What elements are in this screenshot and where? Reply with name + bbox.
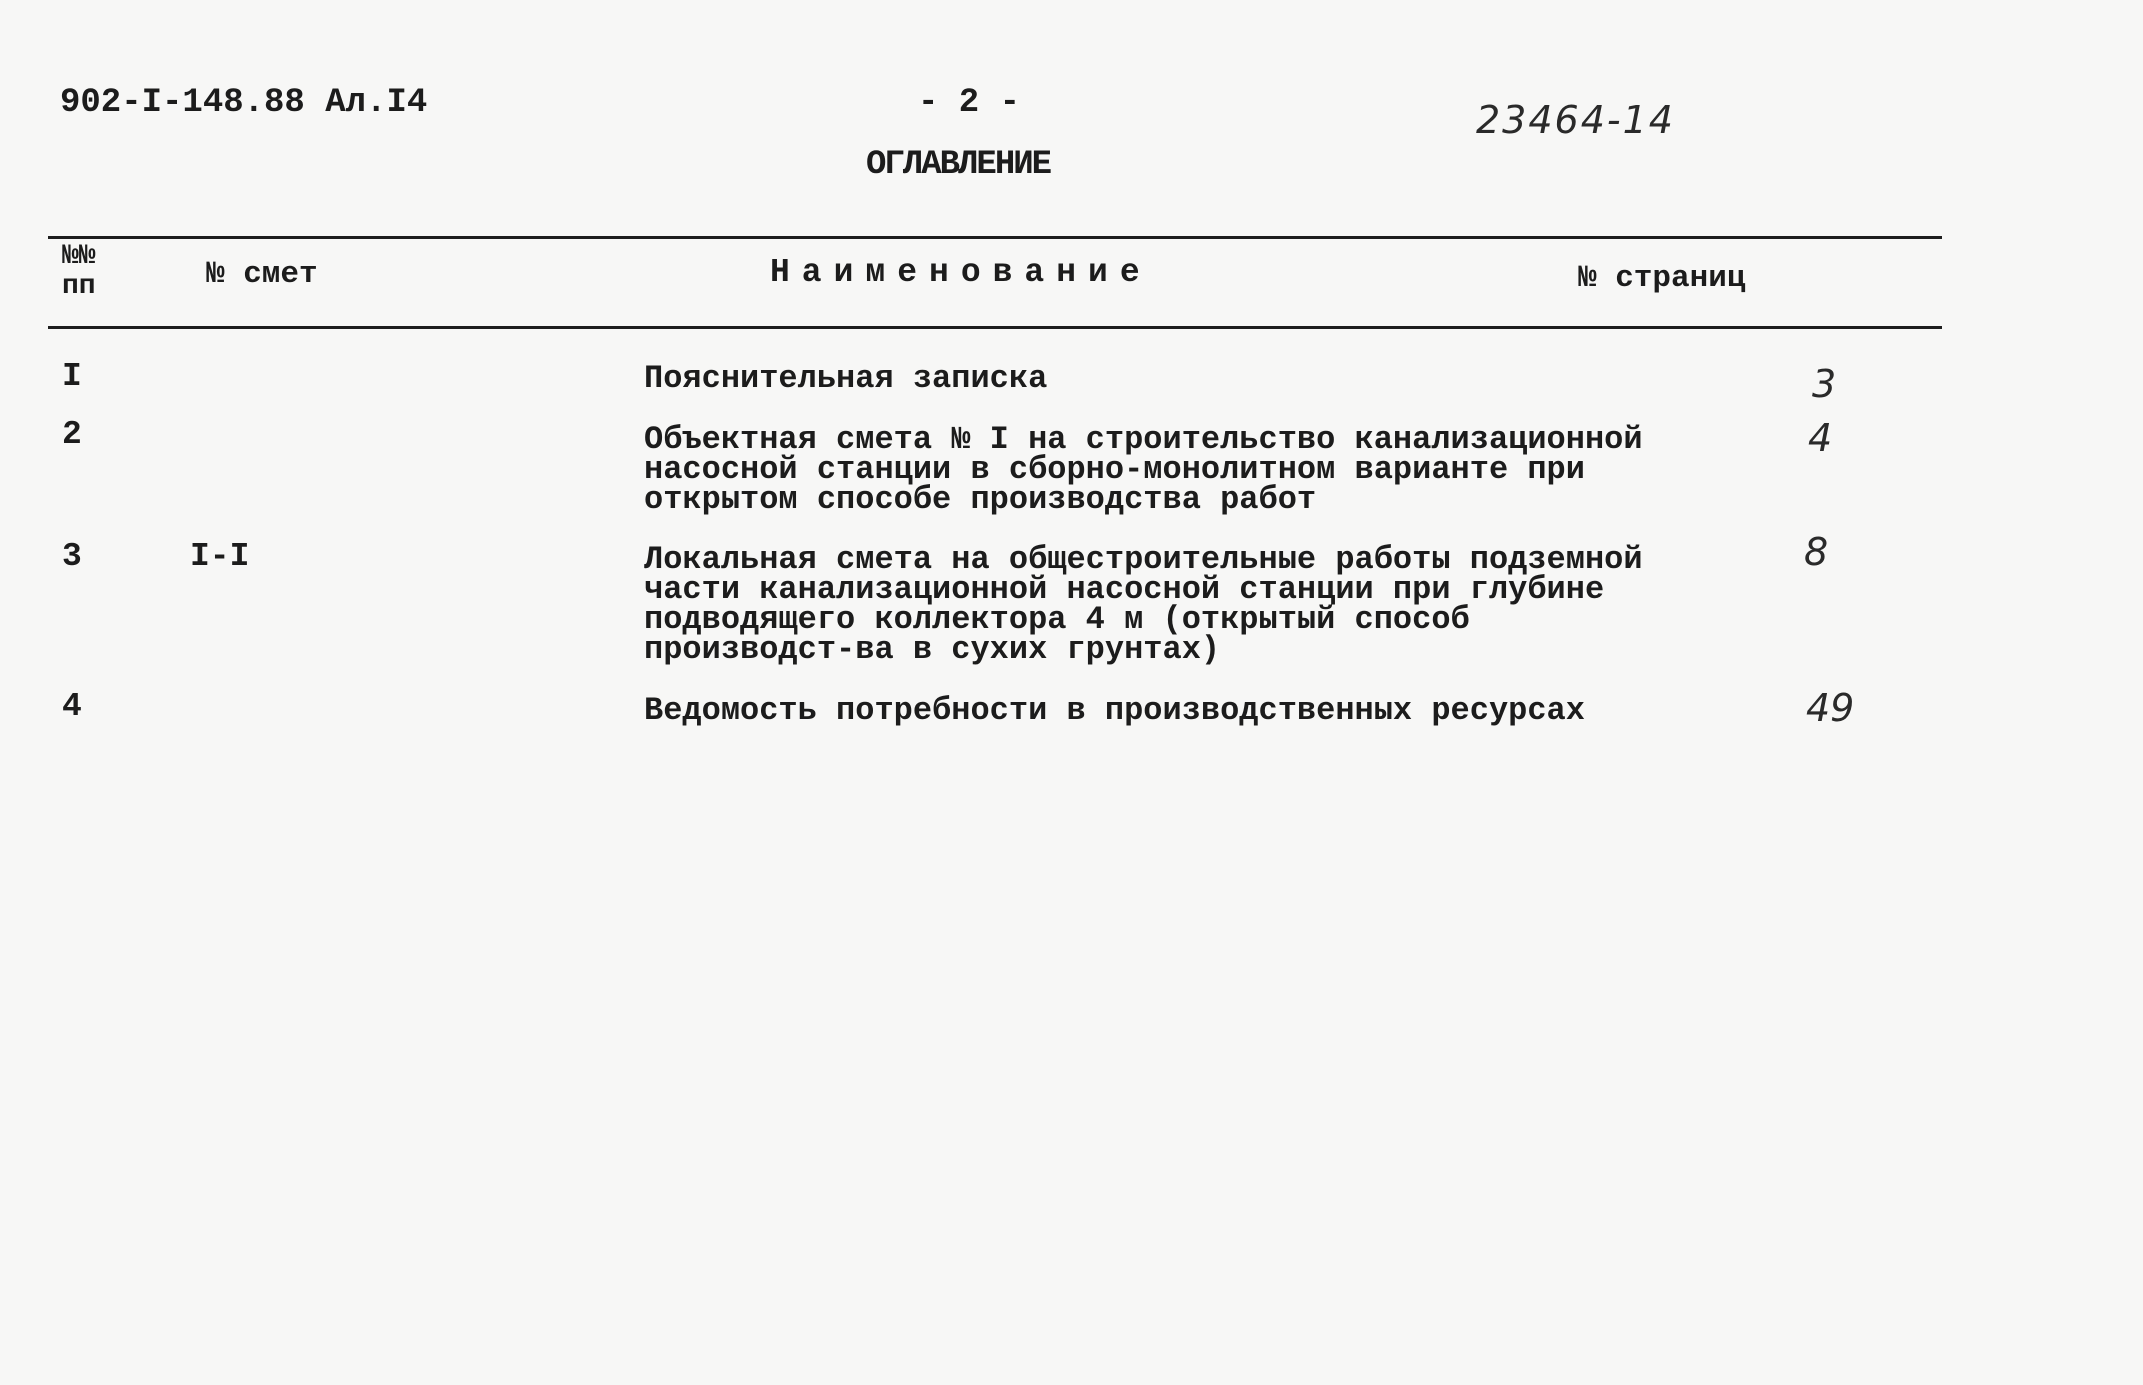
registration-number: 23464-14 — [1476, 98, 1675, 142]
table-top-rule — [48, 236, 1942, 239]
document-code: 902-I-148.88 Ал.I4 — [60, 84, 428, 122]
row-name: Объектная смета № I на строительство канализационной насосной станции в сборно-монолитном варианте при открытом способе производства работ — [644, 421, 1643, 518]
row-page: 4 — [1808, 416, 1833, 460]
row-page: 8 — [1804, 530, 1829, 574]
row-number: 4 — [62, 688, 82, 725]
row-name: Ведомость потребности в производственных ресурсах — [644, 692, 1585, 729]
row-estimate: I-I — [190, 538, 250, 575]
page-number: - 2 - — [918, 84, 1021, 122]
table-header-bottom-rule — [48, 326, 1942, 329]
row-name: Пояснительная записка — [644, 360, 1048, 397]
column-header-estimate: № смет — [206, 257, 318, 292]
row-number: 2 — [62, 416, 82, 453]
row-number: I — [62, 358, 82, 395]
column-header-pages: № страниц — [1578, 261, 1746, 296]
column-header-name: Наименование — [770, 254, 1152, 291]
row-number: 3 — [62, 538, 82, 575]
row-page: 3 — [1812, 362, 1837, 406]
row-name: Локальная смета на общестроительные работы подземной части канализационной насосной станции при глубине подводящего коллектора 4 м (открытый способ производст-ва в сухих грунтах) — [644, 541, 1643, 668]
row-page: 49 — [1806, 686, 1855, 730]
column-header-number: №№ пп — [62, 241, 96, 302]
page-title: ОГЛАВЛЕНИЕ — [866, 146, 1051, 184]
